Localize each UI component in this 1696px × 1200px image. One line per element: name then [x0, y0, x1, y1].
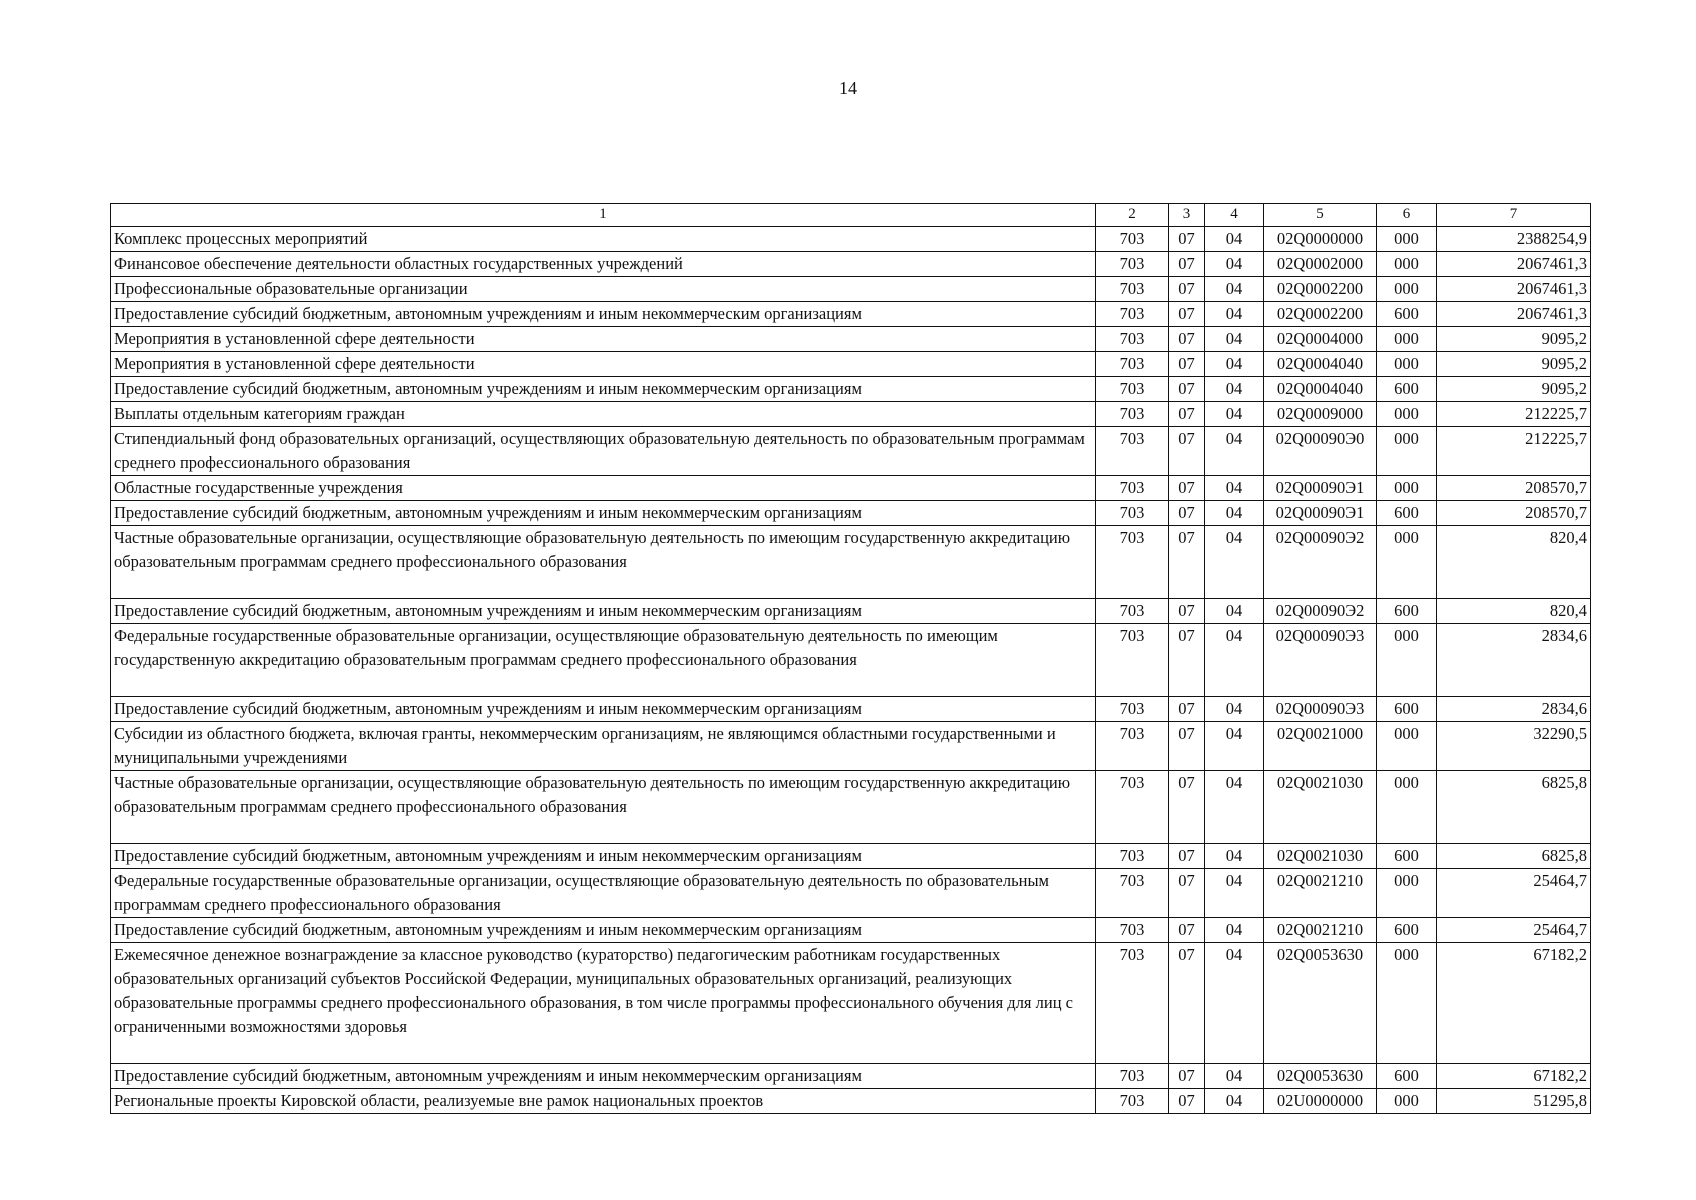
row-target-article: 02Q00090Э1	[1264, 501, 1377, 526]
header-col-1: 1	[111, 204, 1096, 227]
table-header-row	[111, 204, 1591, 227]
row-expense-type: 000	[1377, 476, 1437, 501]
row-amount: 51295,8	[1437, 1089, 1591, 1114]
row-expense-type: 600	[1377, 918, 1437, 943]
row-gr-code: 703	[1096, 943, 1169, 1064]
row-subsection-code: 04	[1205, 402, 1264, 427]
row-subsection-code: 04	[1205, 697, 1264, 722]
row-name: Частные образовательные организации, осуществляющие образовательную деятельность по имеющим государственную аккредитацию образовательным программам среднего профессионального образования	[111, 526, 1096, 599]
table-row	[111, 352, 1591, 377]
row-target-article: 02Q0021000	[1264, 722, 1377, 771]
row-subsection-code: 04	[1205, 722, 1264, 771]
row-amount: 212225,7	[1437, 427, 1591, 476]
row-name: Мероприятия в установленной сфере деятельности	[111, 327, 1096, 352]
table-row	[111, 302, 1591, 327]
table-row	[111, 377, 1591, 402]
row-target-article: 02Q0021210	[1264, 918, 1377, 943]
header-col-7: 7	[1437, 204, 1591, 227]
row-section-code: 07	[1169, 599, 1205, 624]
row-name: Субсидии из областного бюджета, включая гранты, некоммерческим организациям, не являющимся областными государственными и муниципальными учреждениями	[111, 722, 1096, 771]
row-amount: 2834,6	[1437, 697, 1591, 722]
row-target-article: 02Q00090Э0	[1264, 427, 1377, 476]
table-row	[111, 227, 1591, 252]
row-name: Предоставление субсидий бюджетным, автономным учреждениям и иным некоммерческим организациям	[111, 599, 1096, 624]
row-subsection-code: 04	[1205, 327, 1264, 352]
row-target-article: 02Q0053630	[1264, 943, 1377, 1064]
table-row	[111, 943, 1591, 1064]
table-row	[111, 624, 1591, 697]
row-section-code: 07	[1169, 252, 1205, 277]
row-expense-type: 000	[1377, 869, 1437, 918]
row-gr-code: 703	[1096, 302, 1169, 327]
row-gr-code: 703	[1096, 599, 1169, 624]
row-target-article: 02Q00090Э2	[1264, 599, 1377, 624]
row-subsection-code: 04	[1205, 501, 1264, 526]
row-section-code: 07	[1169, 697, 1205, 722]
row-gr-code: 703	[1096, 1089, 1169, 1114]
row-amount: 6825,8	[1437, 844, 1591, 869]
row-gr-code: 703	[1096, 327, 1169, 352]
row-expense-type: 000	[1377, 1089, 1437, 1114]
row-amount: 9095,2	[1437, 377, 1591, 402]
page-number: 14	[839, 78, 857, 98]
row-gr-code: 703	[1096, 252, 1169, 277]
row-expense-type: 000	[1377, 402, 1437, 427]
row-gr-code: 703	[1096, 697, 1169, 722]
row-name: Предоставление субсидий бюджетным, автономным учреждениям и иным некоммерческим организациям	[111, 377, 1096, 402]
row-name: Стипендиальный фонд образовательных организаций, осуществляющих образовательную деятельность по образовательным программам среднего профессионального образования	[111, 427, 1096, 476]
table-row	[111, 1064, 1591, 1089]
row-name: Ежемесячное денежное вознаграждение за классное руководство (кураторство) педагогическим работникам государственных образовательных организаций субъектов Российской Федерации, муниципальных образовательных организаций, реализующих образовательные программы среднего профессионального образования, в том числе программы профессионального обучения для лиц с ограниченными возможностями здоровья	[111, 943, 1096, 1064]
row-name: Предоставление субсидий бюджетным, автономным учреждениям и иным некоммерческим организациям	[111, 697, 1096, 722]
row-name: Предоставление субсидий бюджетным, автономным учреждениям и иным некоммерческим организациям	[111, 1064, 1096, 1089]
row-subsection-code: 04	[1205, 771, 1264, 844]
row-target-article: 02Q00090Э3	[1264, 624, 1377, 697]
table-row	[111, 844, 1591, 869]
table-row	[111, 252, 1591, 277]
row-subsection-code: 04	[1205, 869, 1264, 918]
row-target-article: 02Q00090Э1	[1264, 476, 1377, 501]
row-name: Выплаты отдельным категориям граждан	[111, 402, 1096, 427]
header-col-2: 2	[1096, 204, 1169, 227]
row-amount: 9095,2	[1437, 327, 1591, 352]
row-amount: 25464,7	[1437, 918, 1591, 943]
row-name: Федеральные государственные образовательные организации, осуществляющие образовательную деятельность по имеющим государственную аккредитацию образовательным программам среднего профессионального образования	[111, 624, 1096, 697]
row-expense-type: 000	[1377, 427, 1437, 476]
row-expense-type: 000	[1377, 526, 1437, 599]
row-gr-code: 703	[1096, 1064, 1169, 1089]
row-expense-type: 600	[1377, 501, 1437, 526]
row-gr-code: 703	[1096, 277, 1169, 302]
row-target-article: 02Q0021030	[1264, 771, 1377, 844]
row-section-code: 07	[1169, 352, 1205, 377]
row-target-article: 02Q0053630	[1264, 1064, 1377, 1089]
row-name: Областные государственные учреждения	[111, 476, 1096, 501]
row-amount: 32290,5	[1437, 722, 1591, 771]
table-row	[111, 476, 1591, 501]
row-target-article: 02Q0002200	[1264, 277, 1377, 302]
row-expense-type: 600	[1377, 599, 1437, 624]
row-amount: 208570,7	[1437, 476, 1591, 501]
row-subsection-code: 04	[1205, 943, 1264, 1064]
table-row	[111, 427, 1591, 476]
row-section-code: 07	[1169, 377, 1205, 402]
row-gr-code: 703	[1096, 624, 1169, 697]
row-name: Региональные проекты Кировской области, реализуемые вне рамок национальных проектов	[111, 1089, 1096, 1114]
row-expense-type: 000	[1377, 227, 1437, 252]
row-gr-code: 703	[1096, 427, 1169, 476]
row-expense-type: 000	[1377, 624, 1437, 697]
header-col-4: 4	[1205, 204, 1264, 227]
row-section-code: 07	[1169, 227, 1205, 252]
table-row	[111, 402, 1591, 427]
row-gr-code: 703	[1096, 869, 1169, 918]
row-section-code: 07	[1169, 402, 1205, 427]
row-gr-code: 703	[1096, 844, 1169, 869]
table-row	[111, 526, 1591, 599]
row-amount: 208570,7	[1437, 501, 1591, 526]
row-target-article: 02Q0002200	[1264, 302, 1377, 327]
row-amount: 9095,2	[1437, 352, 1591, 377]
row-target-article: 02Q00090Э2	[1264, 526, 1377, 599]
row-target-article: 02Q0004000	[1264, 327, 1377, 352]
row-subsection-code: 04	[1205, 526, 1264, 599]
row-subsection-code: 04	[1205, 427, 1264, 476]
row-section-code: 07	[1169, 918, 1205, 943]
row-subsection-code: 04	[1205, 302, 1264, 327]
row-section-code: 07	[1169, 277, 1205, 302]
header-col-3: 3	[1169, 204, 1205, 227]
row-section-code: 07	[1169, 943, 1205, 1064]
row-name: Профессиональные образовательные организации	[111, 277, 1096, 302]
row-expense-type: 000	[1377, 943, 1437, 1064]
row-gr-code: 703	[1096, 526, 1169, 599]
table-row	[111, 599, 1591, 624]
row-section-code: 07	[1169, 624, 1205, 697]
row-section-code: 07	[1169, 771, 1205, 844]
row-gr-code: 703	[1096, 501, 1169, 526]
row-subsection-code: 04	[1205, 476, 1264, 501]
row-gr-code: 703	[1096, 918, 1169, 943]
row-section-code: 07	[1169, 722, 1205, 771]
row-amount: 820,4	[1437, 599, 1591, 624]
row-expense-type: 000	[1377, 771, 1437, 844]
row-subsection-code: 04	[1205, 1064, 1264, 1089]
row-section-code: 07	[1169, 869, 1205, 918]
row-gr-code: 703	[1096, 227, 1169, 252]
row-target-article: 02Q0004040	[1264, 352, 1377, 377]
row-expense-type: 000	[1377, 352, 1437, 377]
row-section-code: 07	[1169, 327, 1205, 352]
table-row	[111, 869, 1591, 918]
row-name: Предоставление субсидий бюджетным, автономным учреждениям и иным некоммерческим организациям	[111, 844, 1096, 869]
table-row	[111, 918, 1591, 943]
row-name: Мероприятия в установленной сфере деятельности	[111, 352, 1096, 377]
header-col-6: 6	[1377, 204, 1437, 227]
table-row	[111, 501, 1591, 526]
row-name: Частные образовательные организации, осуществляющие образовательную деятельность по имеющим государственную аккредитацию образовательным программам среднего профессионального образования	[111, 771, 1096, 844]
row-name: Предоставление субсидий бюджетным, автономным учреждениям и иным некоммерческим организациям	[111, 918, 1096, 943]
row-name: Финансовое обеспечение деятельности областных государственных учреждений	[111, 252, 1096, 277]
row-subsection-code: 04	[1205, 277, 1264, 302]
row-expense-type: 000	[1377, 252, 1437, 277]
row-subsection-code: 04	[1205, 352, 1264, 377]
table-row	[111, 1089, 1591, 1114]
row-target-article: 02Q0004040	[1264, 377, 1377, 402]
table-body	[111, 227, 1591, 1114]
header-col-5: 5	[1264, 204, 1377, 227]
row-amount: 2067461,3	[1437, 302, 1591, 327]
row-section-code: 07	[1169, 501, 1205, 526]
row-amount: 2388254,9	[1437, 227, 1591, 252]
row-subsection-code: 04	[1205, 252, 1264, 277]
row-expense-type: 000	[1377, 722, 1437, 771]
row-expense-type: 600	[1377, 844, 1437, 869]
row-expense-type: 600	[1377, 377, 1437, 402]
row-expense-type: 600	[1377, 302, 1437, 327]
row-amount: 820,4	[1437, 526, 1591, 599]
row-section-code: 07	[1169, 427, 1205, 476]
row-target-article: 02Q0009000	[1264, 402, 1377, 427]
row-gr-code: 703	[1096, 722, 1169, 771]
row-section-code: 07	[1169, 526, 1205, 599]
row-subsection-code: 04	[1205, 377, 1264, 402]
row-expense-type: 600	[1377, 697, 1437, 722]
row-amount: 67182,2	[1437, 943, 1591, 1064]
row-amount: 2067461,3	[1437, 252, 1591, 277]
row-name: Предоставление субсидий бюджетным, автономным учреждениям и иным некоммерческим организациям	[111, 501, 1096, 526]
row-gr-code: 703	[1096, 352, 1169, 377]
row-subsection-code: 04	[1205, 1089, 1264, 1114]
row-section-code: 07	[1169, 1064, 1205, 1089]
row-target-article: 02Q00090Э3	[1264, 697, 1377, 722]
table-row	[111, 697, 1591, 722]
row-expense-type: 600	[1377, 1064, 1437, 1089]
row-amount: 2834,6	[1437, 624, 1591, 697]
row-target-article: 02Q0021030	[1264, 844, 1377, 869]
row-amount: 212225,7	[1437, 402, 1591, 427]
row-gr-code: 703	[1096, 402, 1169, 427]
row-section-code: 07	[1169, 476, 1205, 501]
row-amount: 6825,8	[1437, 771, 1591, 844]
row-gr-code: 703	[1096, 476, 1169, 501]
table-row	[111, 722, 1591, 771]
row-name: Предоставление субсидий бюджетным, автономным учреждениям и иным некоммерческим организациям	[111, 302, 1096, 327]
row-section-code: 07	[1169, 1089, 1205, 1114]
row-subsection-code: 04	[1205, 227, 1264, 252]
row-subsection-code: 04	[1205, 918, 1264, 943]
row-name: Комплекс процессных мероприятий	[111, 227, 1096, 252]
row-gr-code: 703	[1096, 377, 1169, 402]
row-target-article: 02Q0002000	[1264, 252, 1377, 277]
row-expense-type: 000	[1377, 327, 1437, 352]
budget-table	[110, 203, 1591, 1114]
row-gr-code: 703	[1096, 771, 1169, 844]
row-subsection-code: 04	[1205, 624, 1264, 697]
row-amount: 67182,2	[1437, 1064, 1591, 1089]
table-row	[111, 771, 1591, 844]
row-expense-type: 000	[1377, 277, 1437, 302]
row-subsection-code: 04	[1205, 844, 1264, 869]
row-target-article: 02Q0021210	[1264, 869, 1377, 918]
row-section-code: 07	[1169, 844, 1205, 869]
row-target-article: 02Q0000000	[1264, 227, 1377, 252]
row-amount: 2067461,3	[1437, 277, 1591, 302]
table-row	[111, 327, 1591, 352]
row-amount: 25464,7	[1437, 869, 1591, 918]
table-row	[111, 277, 1591, 302]
row-target-article: 02U0000000	[1264, 1089, 1377, 1114]
row-section-code: 07	[1169, 302, 1205, 327]
row-name: Федеральные государственные образовательные организации, осуществляющие образовательную деятельность по образовательным программам среднего профессионального образования	[111, 869, 1096, 918]
row-subsection-code: 04	[1205, 599, 1264, 624]
